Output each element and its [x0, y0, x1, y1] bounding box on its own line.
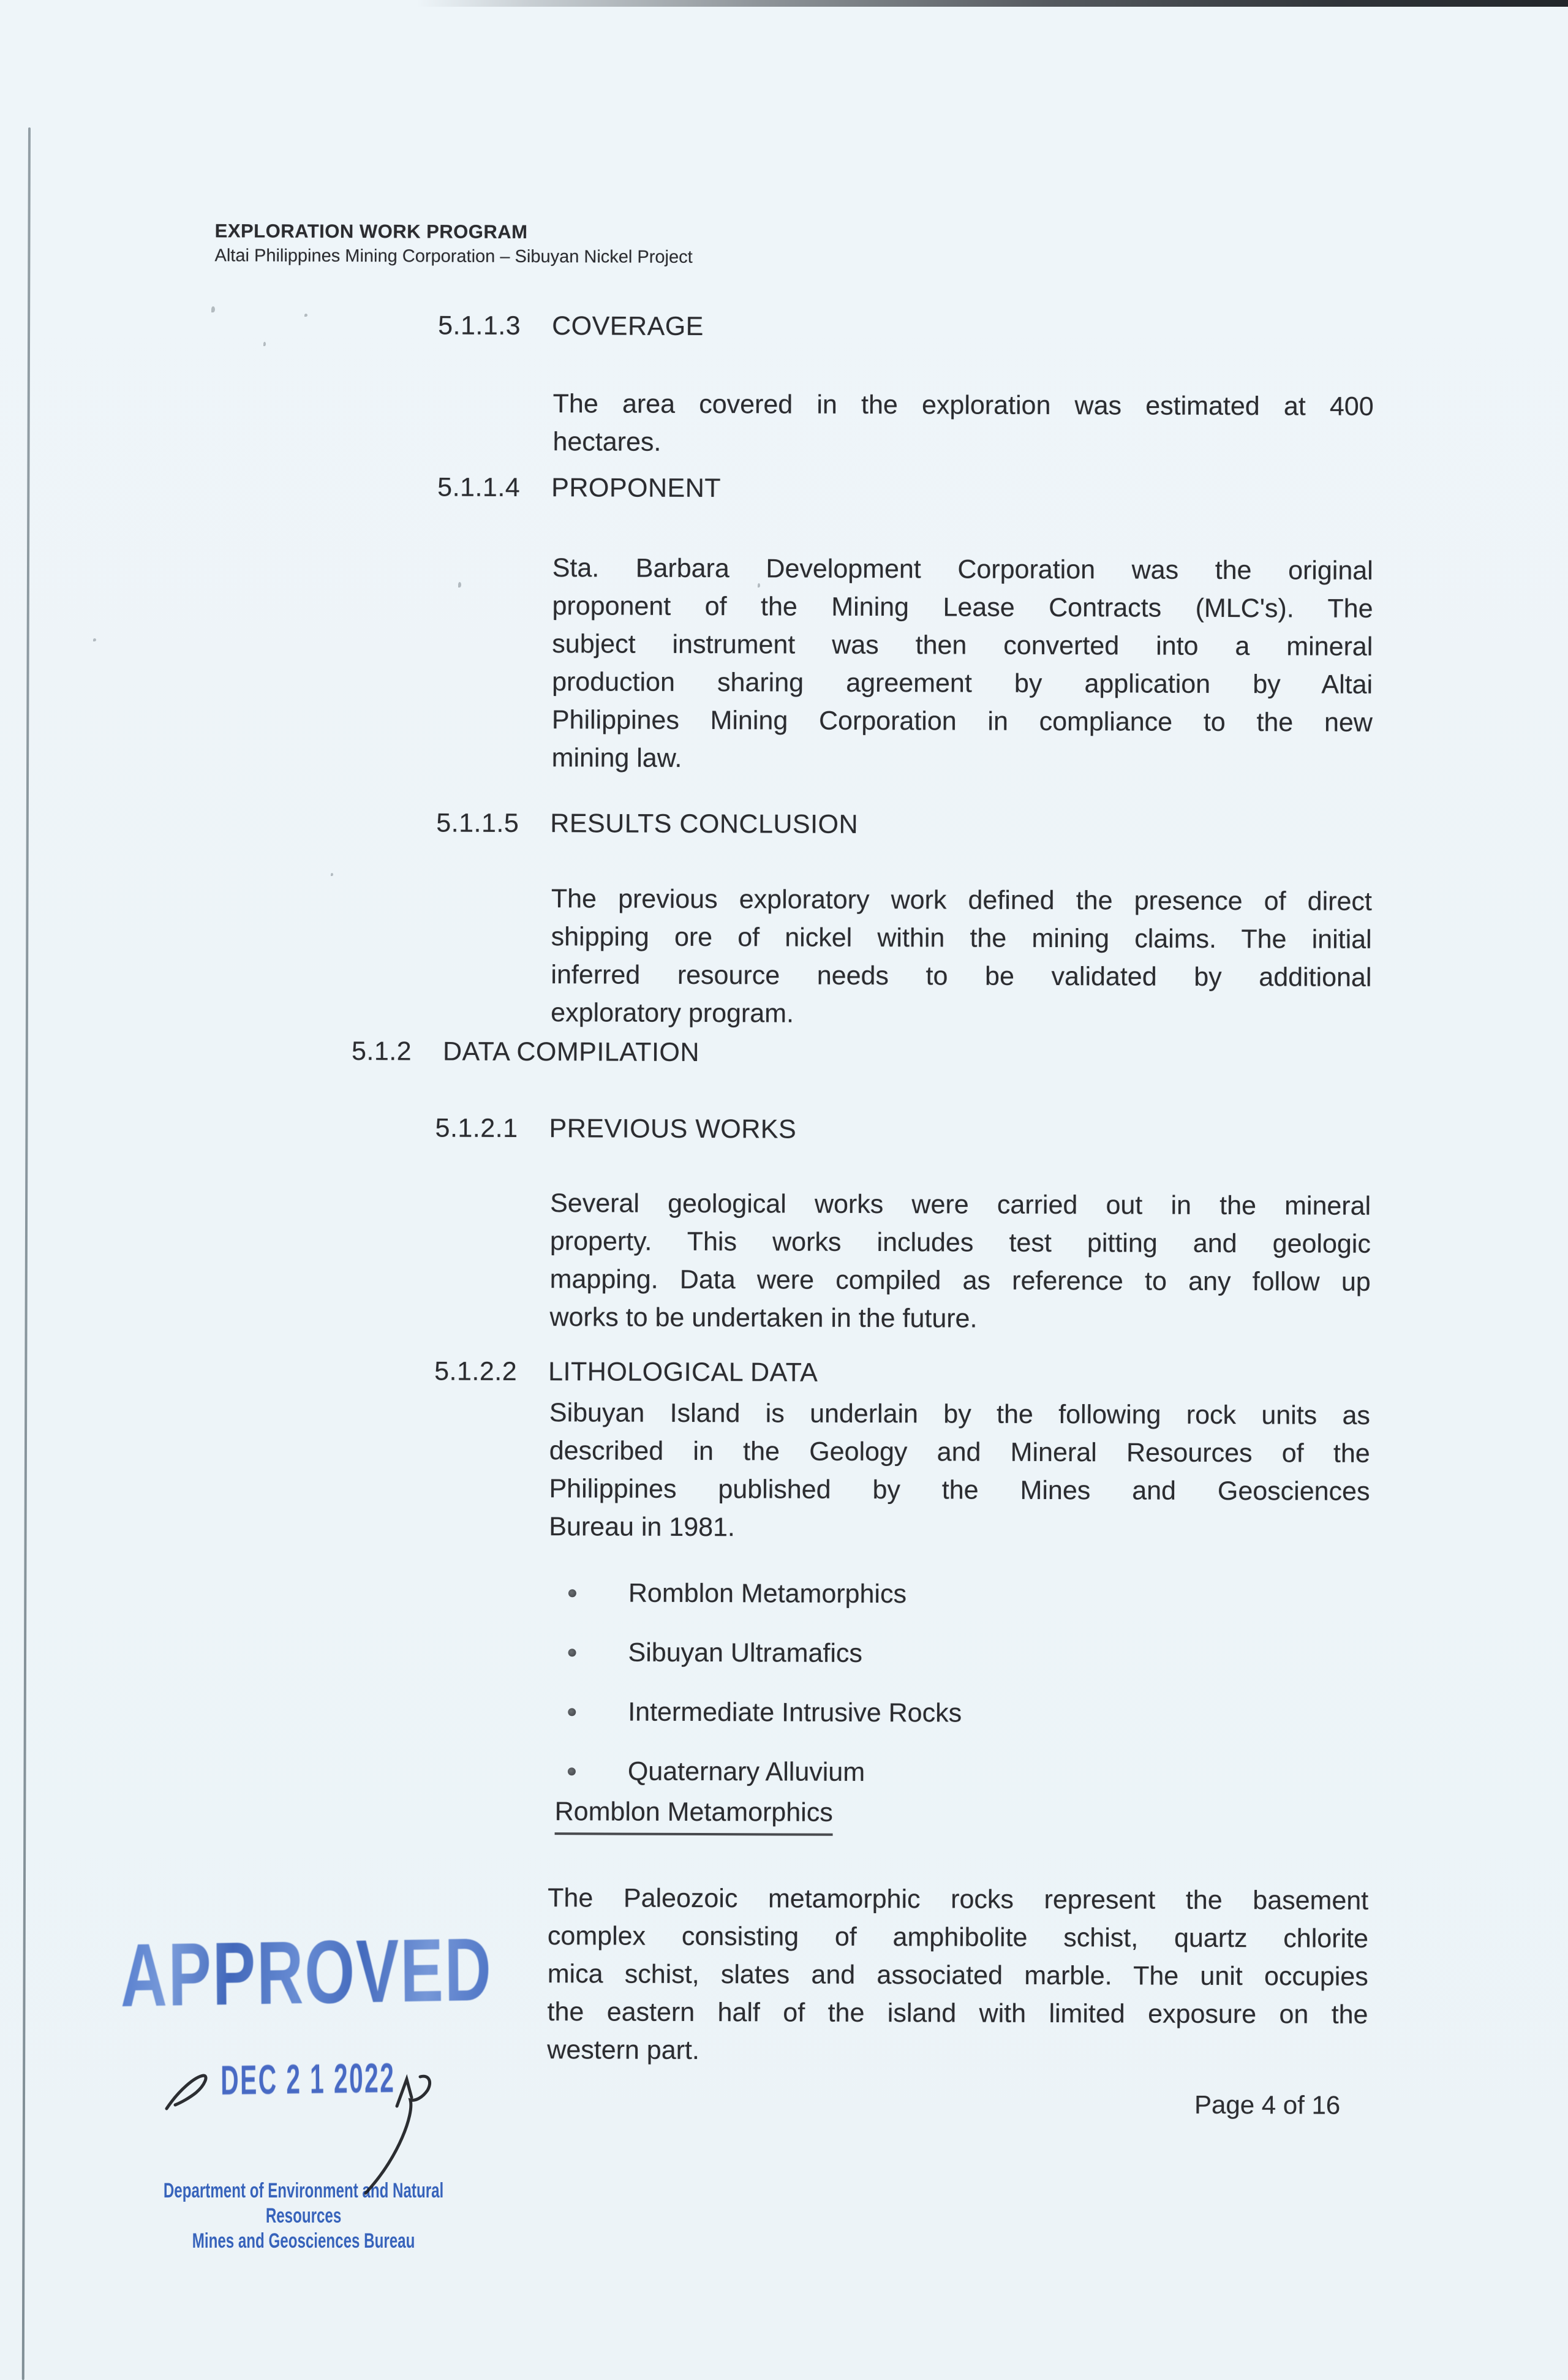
section-heading-previous-works [435, 1113, 796, 1144]
document-header [214, 219, 692, 270]
list-item [568, 1563, 962, 1624]
subsection-heading-romblon-metamorphics: Romblon Metamorphics [555, 1797, 833, 1836]
section-title: PROPONENT [551, 473, 722, 504]
stamp-agency-line2: Mines and Geosciences Bureau [192, 2229, 415, 2253]
stamp-agency-line1: Department of Environment and Natural Resources [163, 2179, 444, 2227]
text-line: works to be undertaken in the future. [549, 1302, 978, 1334]
text-line: Bureau in 1981. [549, 1512, 736, 1543]
section-title: COVERAGE [552, 311, 704, 342]
bullet-icon [568, 1649, 576, 1657]
section-title: DATA COMPILATION [442, 1037, 700, 1067]
text-line: The previous exploratory work defined the presence of direct [551, 884, 1372, 916]
list-item-label: Quaternary Alluvium [627, 1756, 865, 1787]
text-line: The Paleozoic metamorphic rocks represent the basement [548, 1883, 1369, 1916]
text-line: mining law. [551, 743, 682, 773]
section-heading-lithological-data [434, 1356, 818, 1388]
section-number: 5.1.2.2 [434, 1356, 518, 1386]
paragraph-results-conclusion [551, 880, 1372, 1035]
text-line: the eastern half of the island with limited exposure on the [547, 1997, 1368, 2030]
text-line: exploratory program. [551, 998, 794, 1029]
bullet-icon [568, 1708, 576, 1716]
paragraph-lithological-data [549, 1394, 1370, 1549]
section-number: 5.1.2.1 [435, 1113, 518, 1143]
text-line: Sta. Barbara Development Corporation was the original [552, 553, 1373, 586]
bullet-icon [568, 1589, 576, 1597]
bullet-icon [568, 1767, 576, 1775]
paragraph-romblon-metamorphics [547, 1879, 1368, 2072]
section-number: 5.1.1.4 [437, 472, 521, 502]
rock-units-list [568, 1563, 962, 1802]
text-line: Sibuyan Island is underlain by the following rock units as [549, 1398, 1371, 1430]
text-line: property. This works includes test pitting and geologic [549, 1226, 1371, 1259]
list-item-label: Sibuyan Ultramafics [628, 1638, 863, 1668]
section-heading-data-compilation [352, 1037, 699, 1068]
paragraph-proponent [552, 549, 1373, 780]
text-line: mapping. Data were compiled as reference to any follow up [549, 1264, 1371, 1297]
text-line: complex consisting of amphibolite schist, quartz chlorite [547, 1921, 1369, 1954]
list-item-label: Romblon Metamorphics [628, 1578, 907, 1609]
stamp-date: DEC 2 1 2022 [221, 2054, 396, 2104]
text-line: hectares. [552, 427, 662, 457]
text-line: inferred resource needs to be validated by additional [551, 960, 1372, 992]
section-heading-proponent [437, 472, 721, 504]
section-title: RESULTS CONCLUSION [550, 809, 859, 839]
list-item-label: Intermediate Intrusive Rocks [628, 1697, 962, 1728]
list-item [568, 1682, 962, 1743]
text-line: subject instrument was then converted into a mineral [552, 629, 1373, 662]
section-number: 5.1.2 [351, 1037, 412, 1067]
document-subtitle: Altai Philippines Mining Corporation – Sibuyan Nickel Project [214, 246, 693, 267]
list-item [568, 1742, 962, 1802]
paragraph-coverage [552, 385, 1373, 464]
section-heading-coverage [438, 311, 704, 342]
paragraph-previous-works [549, 1184, 1371, 1339]
text-line: described in the Geology and Mineral Resources of the [549, 1436, 1370, 1468]
stamp-agency [127, 2178, 480, 2254]
document-title: EXPLORATION WORK PROGRAM [214, 220, 528, 243]
text-line: The area covered in the exploration was estimated at 400 [552, 389, 1374, 421]
text-line: Philippines published by the Mines and Geosciences [549, 1474, 1370, 1506]
text-line: Philippines Mining Corporation in compliance to the new [551, 705, 1373, 738]
page-number: Page 4 of 16 [1194, 2090, 1341, 2120]
text-line: western part. [547, 2035, 699, 2066]
section-heading-results-conclusion [436, 808, 858, 839]
section-number: 5.1.1.5 [436, 808, 519, 838]
text-line: Several geological works were carried out in the mineral [550, 1188, 1371, 1221]
section-title: PREVIOUS WORKS [549, 1114, 797, 1144]
section-number: 5.1.1.3 [438, 311, 521, 341]
section-title: LITHOLOGICAL DATA [548, 1357, 818, 1388]
text-line: proponent of the Mining Lease Contracts (MLC's). The [552, 591, 1373, 624]
approved-stamp-text: APPROVED [119, 1919, 493, 2025]
text-line: production sharing agreement by application by Altai [552, 667, 1373, 700]
list-item [568, 1623, 962, 1683]
text-line: mica schist, slates and associated marble. The unit occupies [547, 1959, 1368, 1992]
text-line: shipping ore of nickel within the mining claims. The initial [551, 922, 1372, 954]
